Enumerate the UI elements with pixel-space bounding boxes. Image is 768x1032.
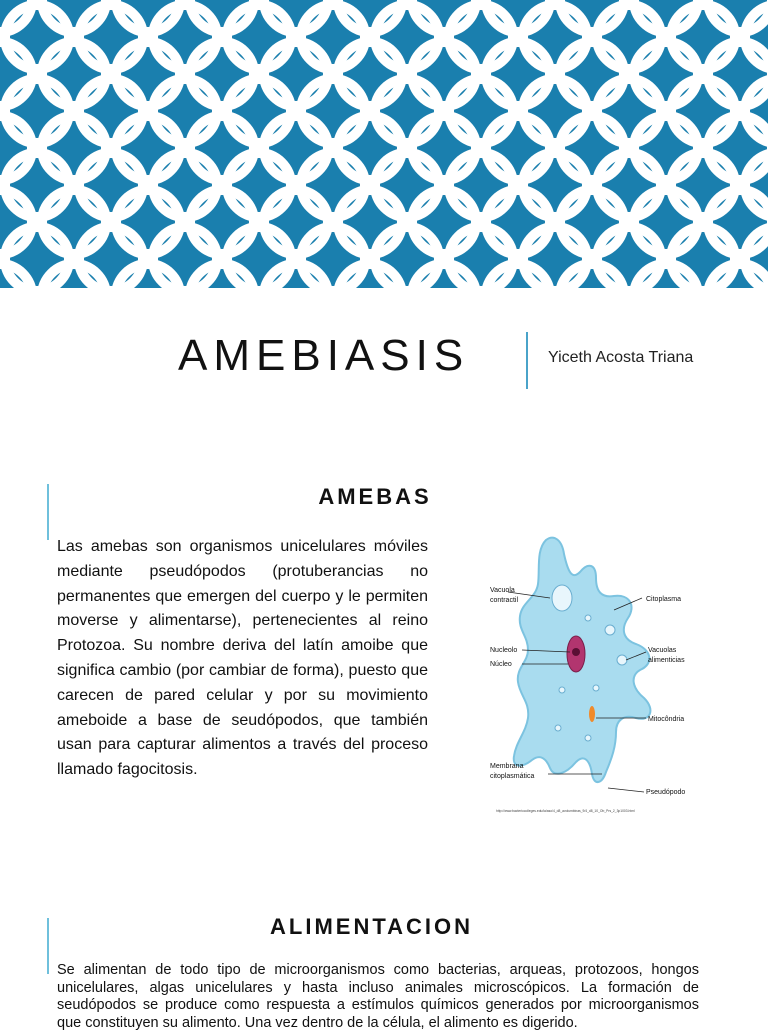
mitochondrion: [589, 706, 595, 722]
label-membrana: Membrana: [490, 763, 524, 770]
contractile-vacuole: [552, 585, 572, 611]
food-vacuole: [593, 685, 599, 691]
label-nucleo: Núcleo: [490, 661, 512, 668]
food-vacuole: [617, 655, 627, 665]
amoeba-diagram: [484, 532, 712, 817]
circle-pattern-graphic: [0, 0, 768, 288]
section-accent-bar: [47, 918, 49, 974]
diagram-source-url: http://www.bacteriocolleges.edu/ia/aso/4_d8_avolumbinas_9/4_d8_10_Ob_Prs_2_3p1003.html: [496, 809, 635, 813]
alimentacion-paragraph: Se alimentan de todo tipo de microorganismos como bacterias, arqueas, protozoos, hongos unicelulares, algas unicelulares y hasta incluso animales microscópicos. La formación de seudópodos se produce como respuesta a estímulos químicos generados por microorganismos que constituyen su alimento. Una vez dentro de la célula, el alimento es digerido.: [57, 962, 699, 1031]
label-citoplasma: Citoplasma: [646, 596, 682, 603]
presentation-title: AMEBIASIS: [178, 331, 470, 380]
section-accent-bar: [47, 484, 49, 540]
food-vacuole: [585, 735, 591, 741]
author-name: Yiceth Acosta Triana: [548, 349, 694, 366]
label-vacuola: Vacuola: [490, 587, 515, 594]
label-pseudopodo: Pseudópodo: [646, 789, 686, 796]
nucleolus: [572, 648, 580, 656]
food-vacuole: [605, 625, 615, 635]
patterned-banner: [0, 0, 768, 288]
label-nucleolo: Nucleolo: [490, 647, 518, 654]
food-vacuole: [559, 687, 565, 693]
label-vacuolas: Vacuolas: [648, 647, 677, 654]
section-heading-alimentacion: ALIMENTACION: [270, 914, 474, 939]
section-heading-amebas: AMEBAS: [318, 484, 432, 509]
label-citoplasmatica: citoplasmática: [490, 773, 535, 780]
amebas-paragraph: Las amebas son organismos unicelulares móviles mediante pseudópodos (protuberancias no permanentes que emergen del cuerpo y le permiten moverse y alimentarse), pertenecientes al reino Protozoa. Su nombre deriva del latín amoibe que significa cambio (por cambiar de forma), puesto que carecen de pared celular y por su movimiento ameboide a base de seudópodos, que también usan para capturar alimentos a través del proceso llamado fagocitosis.: [57, 538, 428, 779]
label-alimenticias: alimenticias: [648, 657, 685, 664]
label-contractil: contractil: [490, 597, 519, 604]
food-vacuole: [555, 725, 561, 731]
label-mitocondria: Mitocôndria: [648, 716, 685, 723]
food-vacuole: [585, 615, 591, 621]
title-divider: [526, 332, 528, 389]
